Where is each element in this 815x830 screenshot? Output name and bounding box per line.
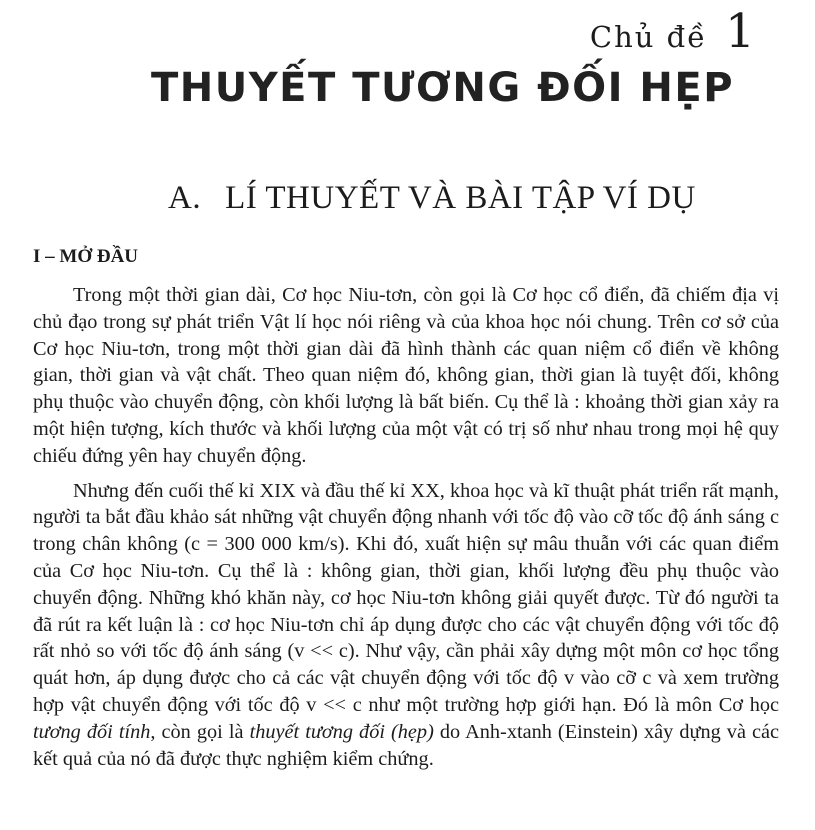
paragraph-2-italic-2: thuyết tương đối (hẹp) (249, 720, 434, 743)
section-heading (168, 180, 696, 217)
subsection-heading: I – MỞ ĐẦU (33, 246, 139, 267)
section-title: LÍ THUYẾT VÀ BÀI TẬP VÍ DỤ (225, 180, 696, 216)
paragraph-2-text-1: Nhưng đến cuối thế kỉ XIX và đầu thế kỉ XX, khoa học và kĩ thuật phát triển rất mạnh, người ta bắt đầu khảo sát những vật chuyển động nhanh với tốc độ vào cỡ tốc độ ánh sáng c trong chân không (c = 300 000 km/s). Khi đó, xuất hiện sự mâu thuẫn với các quan điểm của Cơ học Niu-tơn. Cụ thể là : không gian, thời gian, khối lượng đều phụ thuộc vào chuyển động. Những khó khăn này, cơ học Niu-tơn không giải quyết được. Từ đó người ta đã rút ra kết luận là : cơ học Niu-tơn chỉ áp dụng được cho các vật chuyển động với tốc độ rất nhỏ so với tốc độ ánh sáng (v << c). Như vậy, cần phải xây dựng một môn cơ học tổng quát hơn, áp dụng được cho cả các vật chuyển động với tốc độ v vào cỡ c và xem trường hợp vật chuyển động với tốc độ v << c như một trường hợp giới hạn. Đó là môn Cơ học (33, 479, 779, 716)
paragraph-2-text-2: , còn gọi là (150, 720, 250, 743)
section-letter: A. (168, 180, 202, 216)
paragraph-1: Trong một thời gian dài, Cơ học Niu-tơn, còn gọi là Cơ học cổ điển, đã chiếm địa vị chủ đạo trong sự phát triển Vật lí học nói riêng và của khoa học nói chung. Trên cơ sở của Cơ học Niu-tơn, trong một thời gian dài đã hình thành các quan niệm cổ điển về không gian, thời gian và vật chất. Theo quan niệm đó, không gian, thời gian là tuyệt đối, không phụ thuộc vào chuyển động, còn khối lượng là bất biến. Cụ thể là : khoảng thời gian xảy ra một hiện tượng, kích thước và khối lượng của một vật có trị số như nhau trong mọi hệ quy chiếu đứng yên hay chuyển động. (33, 284, 779, 467)
chapter-marker (589, 4, 755, 59)
body-text (33, 282, 779, 772)
topic-title: THUYẾT TƯƠNG ĐỐI HẸP (150, 65, 735, 111)
paragraph-2-text-3: do Anh-xtanh (Einstein) xây dựng và các kết quả của nó đã được thực nghiệm kiểm chứng. (33, 720, 780, 770)
chapter-label: Chủ đề (589, 20, 708, 54)
chapter-number: 1 (725, 4, 755, 59)
paragraph-2 (33, 478, 779, 773)
paragraph-2-italic-1: tương đối tính (33, 720, 151, 743)
